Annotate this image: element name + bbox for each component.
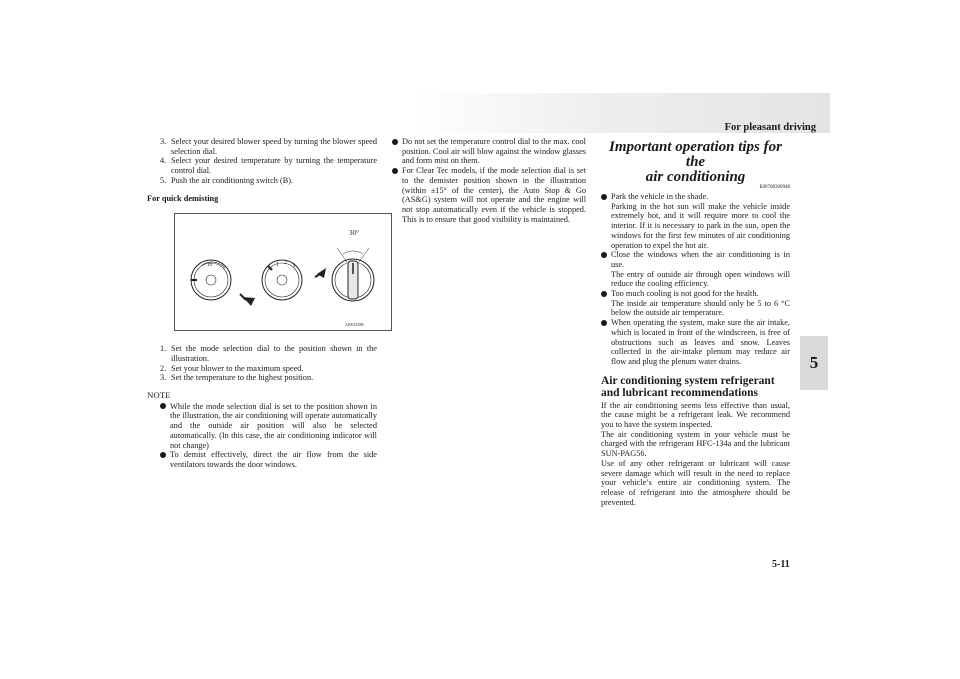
tip-bullet: Close the windows when the air conditioning is in use. The entry of outside air through open windows will reduce the cooling efficiency. (601, 250, 790, 289)
caution-bullet: Do not set the temperature control dial to the max. cool position. Cool air will blow against the window glasses and form mist on them. (392, 137, 586, 166)
list-item: 3. Select your desired blower speed by turning the blower speed selection dial. (160, 137, 377, 156)
caution-bullet: For Clear Tec models, if the mode selection dial is set to the demister position shown in the illustration (within ±15° of the center), the Auto Stop & Go (AS&G) system will not operate and the engine will not stop automatically even if the vehicle is stopped. This is to ensure that good visibility is maintained. (392, 166, 586, 224)
bullet-icon (392, 137, 402, 166)
svg-text:1: 1 (276, 262, 279, 269)
svg-text:3: 3 (292, 263, 295, 270)
list-item: 4. Select your desired temperature by turning the temperature control dial. (160, 156, 377, 176)
angle-label: 30° (349, 229, 359, 238)
section-title: For pleasant driving (724, 122, 816, 133)
bullet-icon (601, 192, 611, 250)
svg-text:2: 2 (284, 260, 287, 267)
tip-bullet: Park the vehicle in the shade. Parking in the hot sun will make the vehicle inside extremely hot, and it will require more to cool the interior. If it is necessary to park in the sun, open the windows for the first few minutes of air conditioning operation to expel the hot air. (601, 192, 790, 250)
right-column (601, 140, 790, 507)
bullet-icon (392, 166, 402, 224)
bullet-icon (160, 402, 170, 451)
left-column (147, 137, 377, 470)
blower-dial (191, 260, 231, 300)
demisting-illustration (174, 213, 392, 331)
list-item: 2. Set your blower to the maximum speed. (160, 363, 304, 373)
tip-bullet: When operating the system, make sure the air intake, which is located in front of the windscreen, is free of obstructions such as leaves and snow. Leaves collected in the air-intake plenum may reduce air flow and plug the plenum water drains. (601, 318, 790, 367)
svg-text:10: 10 (207, 263, 212, 269)
note-bullet: While the mode selection dial is set to the position shown in the illustration, the air conditioning will operate automatically and the outside air position will also be selected automatically. (In this case, the air conditioning indicator will not change) (160, 402, 377, 451)
list-item: 1. Set the mode selection dial to the position shown in the illustration. (160, 344, 377, 363)
middle-column (392, 137, 586, 224)
note-label: NOTE (147, 390, 171, 401)
tip-bullet: Too much cooling is not good for the health. The inside air temperature should only be 5 to 6 °C below the outside air temperature. (601, 289, 790, 318)
fan-speed-dial (262, 260, 302, 300)
mode-selection-dial (332, 248, 374, 301)
list-item: 5. Push the air conditioning switch (B). (160, 175, 294, 185)
bullet-icon (601, 318, 611, 367)
figure-code: AJ0012588 (345, 322, 364, 328)
bullet-icon (601, 250, 611, 289)
quick-demisting-heading: For quick demisting (147, 193, 219, 203)
page-number: 5-11 (772, 559, 790, 570)
bullet-icon (160, 450, 170, 469)
refrigerant-heading: Air conditioning system refrigerant and lubricant recommendations (601, 374, 775, 400)
note-bullet: To demist effectively, direct the air flow from the side ventilators towards the door windows. (160, 450, 377, 469)
list-item: 3. Set the temperature to the highest position. (160, 373, 314, 383)
chapter-tab: 5 (800, 336, 828, 390)
page-heading: Important operation tips for the air conditioning (609, 139, 782, 185)
bullet-icon (601, 289, 611, 318)
paragraph: The air conditioning system in your vehicle must be charged with the refrigerant HFC-134a and the lubricant SUN-PAG56. (601, 429, 790, 459)
heading-code: E00708300948 (759, 185, 790, 190)
paragraph: Use of any other refrigerant or lubricant will cause severe damage which will result in the need to replace your vehicle’s entire air conditioning system. The release of refrigerant into the atmosphere should be prevented. (601, 458, 790, 507)
dials-diagram (175, 214, 391, 330)
paragraph: If the air conditioning seems less effective than usual, the cause might be a refrigerant leak. We recommend you to have the system inspected. (601, 400, 790, 430)
